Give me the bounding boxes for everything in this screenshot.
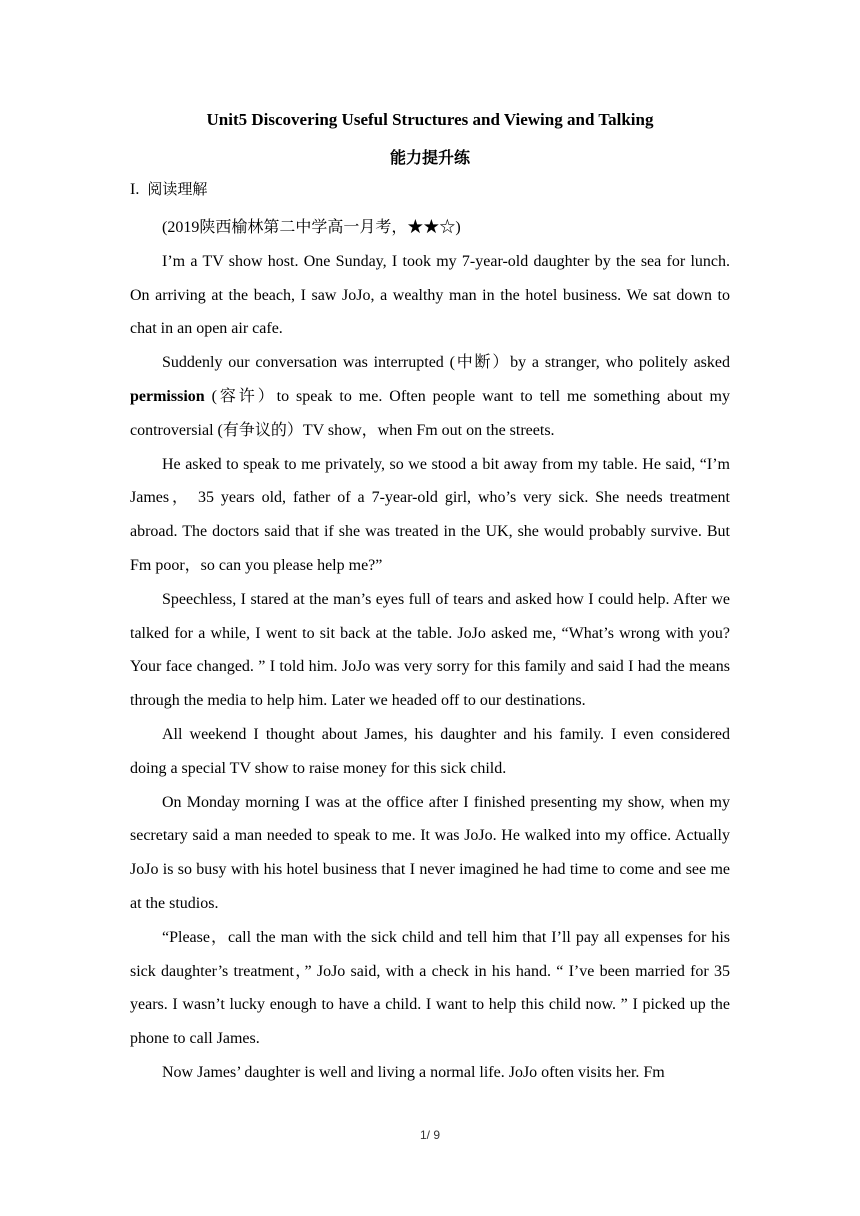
paragraph-3: He asked to speak to me privately, so we stood a bit away from my table. He said, “I’m James， 35 years old, father of a 7-year-old girl, who’s very sick. She needs treatment abroad. The doctors said that if she was treated in the UK, she would probably survive. But Fm poor，so can you please help me?”	[130, 455, 730, 574]
section-name: 阅读理解	[147, 180, 208, 198]
document-subtitle: 能力提升练	[389, 148, 470, 167]
page-number: 1/ 9	[419, 1128, 440, 1142]
passage-source: (2019陕西榆林第二中学高一月考，★★☆)	[162, 219, 461, 236]
paragraph-7: “Please，call the man with the sick child and tell him that I’ll pay all expenses for his sick daughter’s treatment，” JoJo said, with a check in his hand. “ I’ve been married for 35 years. I wasn’t lucky enough to have a child. I want to help this child now. ” I picked up the phone to call James.	[130, 928, 730, 1048]
paragraph-6: On Monday morning I was at the office after I finished presenting my show, when my secretary said a man needed to speak to me. It was JoJo. He walked into my office. Actually JoJo is so busy with his hotel business that I never imagined he had time to come and see me at the studios.	[130, 793, 730, 912]
section-heading	[130, 178, 207, 199]
keyword-permission: permission	[130, 387, 205, 405]
paragraph-2-text-b: (容许）to speak to me. Often people want to tell me something about my controversial (有争议的）TV show，when Fm out on the streets.	[130, 387, 730, 439]
paragraph-2	[130, 346, 730, 447]
paragraph-8: Now James’ daughter is well and living a normal life. JoJo often visits her. Fm	[162, 1063, 665, 1081]
document-title: Unit5 Discovering Useful Structures and Viewing and Talking	[206, 110, 654, 129]
paragraph-2-text-a: Suddenly our conversation was interrupted (中断）by a stranger, who politely asked	[162, 354, 730, 372]
section-label: I.	[130, 181, 140, 198]
paragraph-1: I’m a TV show host. One Sunday, I took my 7-year-old daughter by the sea for lunch. On arriving at the beach, I saw JoJo, a wealthy man in the hotel business. We sat down to chat in an open air cafe.	[130, 252, 730, 338]
reading-passage	[130, 211, 730, 1090]
paragraph-5: All weekend I thought about James, his daughter and his family. I even considered doing a special TV show to raise money for this sick child.	[130, 725, 730, 777]
paragraph-4: Speechless, I stared at the man’s eyes full of tears and asked how I could help. After we talked for a while, I went to sit back at the table. JoJo asked me, “What’s wrong with you? Your face changed. ” I told him. JoJo was very sorry for this family and said I had the means through the media to help him. Later we headed off to our destinations.	[130, 590, 730, 710]
